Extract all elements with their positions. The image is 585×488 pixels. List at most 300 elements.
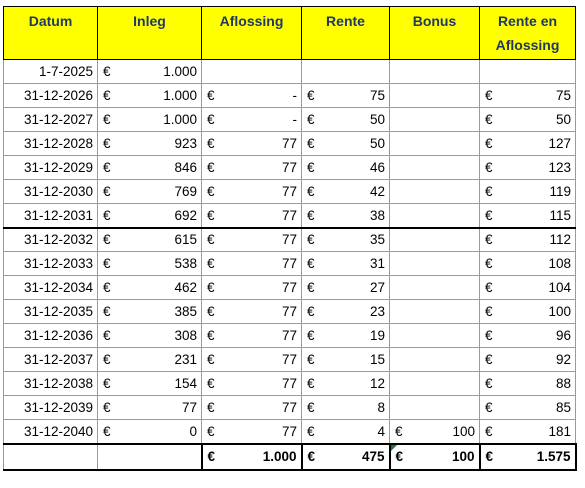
cell-inleg[interactable]	[98, 324, 202, 348]
currency-value	[98, 160, 201, 175]
euro-sign: €	[207, 304, 215, 319]
currency-value	[480, 184, 575, 199]
amount: 1.575	[536, 449, 571, 464]
cell-aflossing[interactable]	[202, 300, 302, 324]
amount: 77	[281, 304, 297, 319]
euro-sign: €	[307, 423, 315, 439]
cell-rente[interactable]	[302, 228, 390, 252]
amount: 77	[281, 280, 297, 295]
amount: 75	[555, 88, 571, 103]
euro-sign: €	[207, 88, 215, 103]
amount: 119	[549, 184, 571, 199]
currency-value	[302, 232, 389, 247]
currency-value	[302, 136, 389, 151]
euro-sign: €	[307, 304, 315, 319]
amount: 31	[369, 256, 385, 271]
currency-value	[302, 184, 389, 199]
cell-datum[interactable]: 31-12-2038	[4, 372, 98, 396]
currency-value	[98, 88, 201, 103]
euro-sign: €	[207, 232, 215, 248]
amount: 123	[548, 160, 571, 175]
amount: 92	[555, 352, 571, 367]
euro-sign: €	[307, 232, 315, 248]
amount: 615	[174, 232, 197, 248]
cell-inleg[interactable]	[98, 204, 202, 228]
table-row	[4, 324, 576, 348]
amount: 19	[369, 328, 385, 343]
cell-inleg[interactable]	[98, 396, 202, 420]
euro-sign: €	[307, 376, 315, 391]
cell-bonus[interactable]	[390, 204, 480, 228]
currency-value	[98, 328, 201, 343]
currency-value	[202, 232, 301, 247]
cell-inleg[interactable]	[98, 132, 202, 156]
amount: 385	[174, 304, 197, 319]
cell-aflossing[interactable]	[202, 372, 302, 396]
cell-rente[interactable]	[302, 204, 390, 228]
cell-total-rente[interactable]	[302, 444, 390, 470]
amount: 77	[281, 207, 297, 223]
cell-bonus[interactable]	[390, 60, 480, 84]
euro-sign: €	[485, 112, 493, 127]
cell-rente-en-aflossing[interactable]	[480, 108, 576, 132]
cell-datum[interactable]: 31-12-2037	[4, 348, 98, 372]
currency-value	[480, 328, 575, 343]
currency-value	[302, 400, 389, 415]
cell-aflossing[interactable]	[202, 252, 302, 276]
amount: 538	[174, 256, 197, 271]
cell-rente-en-aflossing[interactable]	[480, 372, 576, 396]
cell-aflossing[interactable]	[202, 276, 302, 300]
amount: 181	[548, 423, 571, 439]
euro-sign: €	[307, 256, 315, 271]
currency-value	[480, 376, 575, 391]
cell-rente[interactable]	[302, 276, 390, 300]
cell-inleg[interactable]	[98, 180, 202, 204]
cell-aflossing[interactable]	[202, 108, 302, 132]
cell-inleg[interactable]	[98, 228, 202, 252]
euro-sign: €	[485, 136, 493, 151]
euro-sign: €	[103, 423, 111, 439]
cell-bonus[interactable]	[390, 252, 480, 276]
euro-sign: €	[103, 232, 111, 248]
currency-value	[98, 64, 201, 79]
cell-total-bonus[interactable]	[390, 444, 480, 470]
amount: 85	[555, 400, 571, 415]
currency-value	[390, 424, 479, 439]
amount: 77	[281, 423, 297, 439]
table-row	[4, 420, 576, 444]
currency-value	[480, 280, 575, 295]
cell-rente-en-aflossing[interactable]	[480, 276, 576, 300]
cell-rente-en-aflossing[interactable]	[480, 60, 576, 84]
amount: 115	[549, 207, 571, 223]
cell-bonus[interactable]	[390, 372, 480, 396]
cell-inleg[interactable]	[98, 372, 202, 396]
amount: 75	[369, 88, 385, 103]
cell-bonus[interactable]	[390, 276, 480, 300]
euro-sign: €	[207, 328, 215, 343]
cell-datum[interactable]: 31-12-2035	[4, 300, 98, 324]
amount: 38	[369, 207, 385, 223]
cell-rente-en-aflossing[interactable]	[480, 228, 576, 252]
cell-bonus[interactable]	[390, 108, 480, 132]
euro-sign: €	[485, 184, 493, 199]
euro-sign: €	[103, 160, 111, 175]
euro-sign: €	[485, 160, 493, 175]
euro-sign: €	[207, 280, 215, 295]
euro-sign: €	[307, 449, 316, 464]
euro-sign: €	[485, 304, 493, 319]
cell-datum[interactable]: 31-12-2028	[4, 132, 98, 156]
cell-datum[interactable]: 31-12-2026	[4, 84, 98, 108]
header-row	[4, 7, 576, 60]
amount: 77	[281, 160, 297, 175]
currency-value	[480, 136, 575, 151]
euro-sign: €	[103, 207, 111, 223]
cell-inleg[interactable]	[98, 108, 202, 132]
amount: 769	[174, 184, 197, 199]
amount: 100	[548, 304, 571, 319]
currency-value	[480, 256, 575, 271]
amount: 12	[369, 376, 385, 391]
currency-value	[480, 400, 575, 415]
cell-inleg[interactable]	[98, 276, 202, 300]
amount: 77	[281, 232, 297, 248]
cell-rente-en-aflossing[interactable]	[480, 84, 576, 108]
euro-sign: €	[485, 423, 493, 439]
euro-sign: €	[307, 112, 315, 127]
cell-rente[interactable]	[302, 108, 390, 132]
currency-value	[202, 88, 301, 103]
euro-sign: €	[307, 352, 315, 367]
cell-bonus[interactable]	[390, 156, 480, 180]
amount: -	[292, 88, 297, 103]
amount: 846	[174, 160, 197, 175]
amount: 50	[369, 112, 385, 127]
euro-sign: €	[103, 88, 111, 103]
currency-value	[480, 424, 575, 439]
currency-value	[302, 112, 389, 127]
currency-value	[98, 184, 201, 199]
amount: 77	[181, 400, 197, 415]
cell-inleg[interactable]	[98, 60, 202, 84]
cell-aflossing[interactable]	[202, 420, 302, 444]
totals-row	[4, 444, 576, 470]
euro-sign: €	[103, 256, 111, 271]
cell-inleg[interactable]	[98, 252, 202, 276]
amount: 1.000	[262, 449, 297, 464]
table-row	[4, 300, 576, 324]
cell-rente[interactable]	[302, 372, 390, 396]
cell-rente[interactable]	[302, 348, 390, 372]
currency-value	[98, 376, 201, 391]
cell-rente-en-aflossing[interactable]	[480, 324, 576, 348]
table-row	[4, 60, 576, 84]
cell-aflossing[interactable]	[202, 348, 302, 372]
currency-value	[202, 424, 301, 439]
amount: 1.000	[163, 112, 197, 127]
cell-rente-en-aflossing[interactable]	[480, 300, 576, 324]
euro-sign: €	[485, 280, 493, 295]
amount: 50	[369, 136, 385, 151]
cell-datum[interactable]: 31-12-2036	[4, 324, 98, 348]
currency-value	[480, 88, 575, 103]
cell-rente[interactable]	[302, 300, 390, 324]
amount: 127	[548, 136, 571, 151]
cell-datum[interactable]: 31-12-2029	[4, 156, 98, 180]
header-inleg[interactable]: Inleg	[98, 7, 202, 60]
cell-aflossing[interactable]	[202, 324, 302, 348]
cell-bonus[interactable]	[390, 420, 480, 444]
euro-sign: €	[307, 400, 315, 415]
euro-sign: €	[485, 256, 493, 271]
amount: 15	[369, 352, 385, 367]
currency-value	[202, 184, 301, 199]
euro-sign: €	[307, 184, 315, 199]
amount: 104	[548, 280, 571, 295]
cell-rente[interactable]	[302, 252, 390, 276]
amount: 42	[369, 184, 385, 199]
currency-value	[480, 112, 575, 127]
cell-rente[interactable]	[302, 84, 390, 108]
loan-schedule-table	[3, 6, 577, 471]
amount: 27	[369, 280, 385, 295]
currency-value	[98, 232, 201, 247]
cell-rente[interactable]	[302, 60, 390, 84]
cell-rente-en-aflossing[interactable]	[480, 132, 576, 156]
currency-value	[302, 304, 389, 319]
cell-rente-en-aflossing[interactable]	[480, 204, 576, 228]
amount: 46	[369, 160, 385, 175]
euro-sign: €	[485, 88, 493, 103]
cell-total-datum[interactable]	[4, 444, 98, 470]
cell-datum[interactable]: 31-12-2040	[4, 420, 98, 444]
euro-sign: €	[207, 400, 215, 415]
amount: 692	[174, 207, 197, 223]
euro-sign: €	[307, 160, 315, 175]
header-aflossing[interactable]: Aflossing	[202, 7, 302, 60]
header-rente[interactable]: Rente	[302, 7, 390, 60]
cell-rente[interactable]	[302, 420, 390, 444]
currency-value	[302, 280, 389, 295]
euro-sign: €	[207, 160, 215, 175]
amount: 1.000	[163, 88, 197, 103]
euro-sign: €	[307, 136, 315, 151]
amount: 308	[174, 328, 197, 343]
cell-inleg[interactable]	[98, 156, 202, 180]
cell-aflossing[interactable]	[202, 180, 302, 204]
currency-value	[202, 112, 301, 127]
amount: 77	[281, 328, 297, 343]
cell-inleg[interactable]	[98, 348, 202, 372]
currency-value	[98, 304, 201, 319]
euro-sign: €	[485, 376, 493, 391]
cell-aflossing[interactable]	[202, 60, 302, 84]
currency-value	[202, 136, 301, 151]
euro-sign: €	[103, 136, 111, 151]
currency-value	[98, 256, 201, 271]
cell-bonus[interactable]	[390, 300, 480, 324]
euro-sign: €	[207, 256, 215, 271]
cell-bonus[interactable]	[390, 84, 480, 108]
cell-rente-en-aflossing[interactable]	[480, 420, 576, 444]
table-row	[4, 372, 576, 396]
euro-sign: €	[103, 304, 111, 319]
currency-value	[202, 376, 301, 391]
currency-value	[202, 400, 301, 415]
euro-sign: €	[103, 280, 111, 295]
cell-aflossing[interactable]	[202, 396, 302, 420]
currency-value	[202, 328, 301, 343]
euro-sign: €	[485, 232, 493, 248]
euro-sign: €	[103, 328, 111, 343]
table-row	[4, 204, 576, 228]
cell-rente-en-aflossing[interactable]	[480, 348, 576, 372]
cell-rente-en-aflossing[interactable]	[480, 180, 576, 204]
amount: 23	[369, 304, 385, 319]
euro-sign: €	[103, 376, 111, 391]
cell-inleg[interactable]	[98, 300, 202, 324]
cell-rente[interactable]	[302, 132, 390, 156]
cell-datum[interactable]: 31-12-2031	[4, 204, 98, 228]
cell-bonus[interactable]	[390, 132, 480, 156]
amount: 96	[555, 328, 571, 343]
cell-rente-en-aflossing[interactable]	[480, 252, 576, 276]
currency-value	[480, 304, 575, 319]
cell-aflossing[interactable]	[202, 132, 302, 156]
cell-datum[interactable]: 31-12-2027	[4, 108, 98, 132]
amount: 35	[369, 232, 385, 248]
euro-sign: €	[207, 449, 216, 464]
euro-sign: €	[103, 352, 111, 367]
euro-sign: €	[485, 328, 493, 343]
amount: 100	[452, 423, 475, 439]
amount: 154	[174, 376, 197, 391]
currency-value	[98, 136, 201, 151]
cell-total-aflossing[interactable]	[202, 444, 302, 470]
euro-sign: €	[485, 207, 493, 223]
amount: 0	[189, 423, 197, 439]
currency-value	[302, 88, 389, 103]
currency-value	[480, 208, 575, 223]
cell-datum[interactable]: 31-12-2034	[4, 276, 98, 300]
header-line-2: Aflossing	[495, 37, 560, 53]
cell-rente-en-aflossing[interactable]	[480, 396, 576, 420]
cell-datum[interactable]: 31-12-2032	[4, 228, 98, 252]
amount: 112	[549, 232, 571, 248]
table-row	[4, 228, 576, 252]
amount: 88	[555, 376, 571, 391]
currency-value	[302, 424, 389, 439]
currency-value	[98, 400, 201, 415]
euro-sign: €	[207, 352, 215, 367]
amount: 8	[377, 400, 385, 415]
cell-datum[interactable]: 31-12-2030	[4, 180, 98, 204]
currency-value	[202, 280, 301, 295]
amount: 475	[361, 449, 385, 464]
currency-value	[480, 160, 575, 175]
cell-datum[interactable]: 1-7-2025	[4, 60, 98, 84]
cell-bonus[interactable]	[390, 180, 480, 204]
table-row	[4, 276, 576, 300]
cell-bonus[interactable]	[390, 228, 480, 252]
currency-value	[391, 449, 479, 464]
currency-value	[202, 160, 301, 175]
currency-value	[302, 352, 389, 367]
euro-sign: €	[103, 184, 111, 199]
cell-datum[interactable]: 31-12-2033	[4, 252, 98, 276]
cell-bonus[interactable]	[390, 348, 480, 372]
euro-sign: €	[395, 423, 403, 439]
currency-value	[202, 256, 301, 271]
amount: 4	[377, 423, 385, 439]
currency-value	[98, 352, 201, 367]
table-row	[4, 108, 576, 132]
header-datum[interactable]: Datum	[4, 7, 98, 60]
cell-total-inleg[interactable]	[98, 444, 202, 470]
currency-value	[302, 160, 389, 175]
euro-sign: €	[485, 400, 493, 415]
table-row	[4, 156, 576, 180]
cell-rente[interactable]	[302, 180, 390, 204]
header-bonus[interactable]: Bonus	[390, 7, 480, 60]
cell-inleg[interactable]	[98, 84, 202, 108]
currency-value	[98, 208, 201, 223]
table-row	[4, 252, 576, 276]
euro-sign: €	[207, 423, 215, 439]
cell-rente[interactable]	[302, 324, 390, 348]
cell-aflossing[interactable]	[202, 156, 302, 180]
amount: 462	[174, 280, 197, 295]
currency-value	[480, 352, 575, 367]
euro-sign: €	[485, 449, 494, 464]
currency-value	[202, 304, 301, 319]
table-row	[4, 132, 576, 156]
cell-rente-en-aflossing[interactable]	[480, 156, 576, 180]
euro-sign: €	[307, 280, 315, 295]
euro-sign: €	[207, 376, 215, 391]
amount: 923	[174, 136, 197, 151]
cell-aflossing[interactable]	[202, 204, 302, 228]
cell-datum[interactable]: 31-12-2039	[4, 396, 98, 420]
table-row	[4, 348, 576, 372]
currency-value	[302, 256, 389, 271]
table-row	[4, 180, 576, 204]
amount: 77	[281, 184, 297, 199]
amount: -	[292, 112, 297, 127]
amount: 231	[174, 352, 197, 367]
cell-bonus[interactable]	[390, 324, 480, 348]
cell-total-rente-en-aflossing[interactable]	[480, 444, 576, 470]
currency-value	[203, 449, 301, 464]
cell-bonus[interactable]	[390, 396, 480, 420]
amount: 1.000	[163, 64, 197, 79]
currency-value	[202, 352, 301, 367]
euro-sign: €	[207, 136, 215, 151]
amount: 50	[555, 112, 571, 127]
cell-rente[interactable]	[302, 396, 390, 420]
cell-inleg[interactable]	[98, 420, 202, 444]
cell-rente[interactable]	[302, 156, 390, 180]
currency-value	[302, 208, 389, 223]
cell-aflossing[interactable]	[202, 228, 302, 252]
header-rente-en-aflossing[interactable]	[480, 7, 576, 60]
euro-sign: €	[485, 352, 493, 367]
euro-sign: €	[307, 88, 315, 103]
cell-aflossing[interactable]	[202, 84, 302, 108]
currency-value	[98, 280, 201, 295]
